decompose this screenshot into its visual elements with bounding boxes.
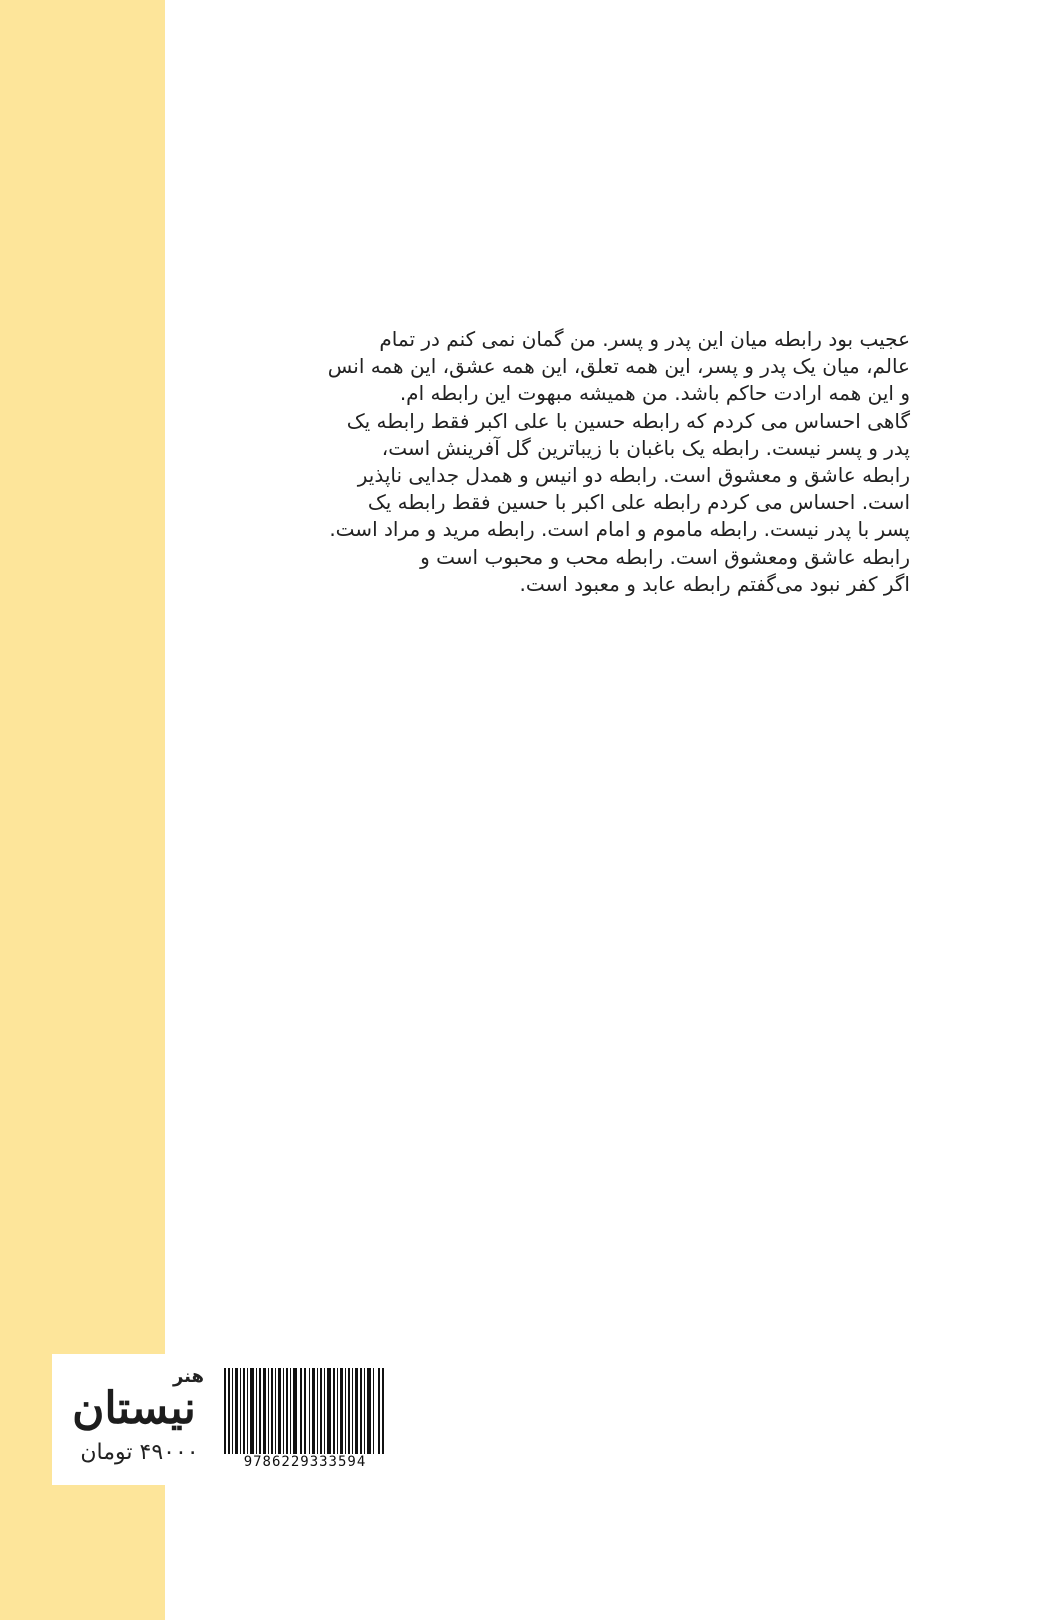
blurb-line: عجیب بود رابطه میان این پدر و پسر. من گمان نمی کنم در تمام [379,327,910,351]
blurb-line: عالم، میان یک پدر و پسر، این همه تعلق، این همه عشق، این همه انس [327,354,910,379]
publisher-logo [60,1362,208,1477]
blurb-line: پسر با پدر نیست. رابطه ماموم و امام است. رابطه مرید و مراد است. [329,517,910,542]
blurb-line: پدر و پسر نیست. رابطه یک باغبان با زیباترین گل آفرینش است، [381,435,910,460]
isbn-digits: 9786229333594 [220,1454,390,1470]
blurb-line: گاهی احساس می کردم که رابطه حسین با علی اکبر فقط رابطه یک [346,408,910,433]
blurb-line: رابطه عاشق ومعشوق است. رابطه محب و محبوب است و [420,544,910,569]
blurb-line: اگر کفر نبود می‌گفتم رابطه عابد و معبود است. [519,571,910,596]
blurb-line: رابطه عاشق و معشوق است. رابطه دو انیس و همدل جدایی ناپذیر [357,463,910,488]
back-cover-blurb [290,326,910,598]
barcode-bars [220,1368,390,1464]
publisher-price-label [52,1354,422,1485]
publisher-logo-top-word: هنر [172,1366,204,1387]
blurb-line: و این همه ارادت حاکم باشد. من همیشه مبهوت این رابطه ام. [399,381,910,406]
publisher-logo-main-word: نیستان [72,1383,196,1434]
blurb-line: است. احساس می کردم رابطه علی اکبر با حسین فقط رابطه یک [367,490,910,515]
isbn-barcode [220,1368,390,1476]
price-text: ۴۹۰۰۰ تومان [80,1440,199,1465]
